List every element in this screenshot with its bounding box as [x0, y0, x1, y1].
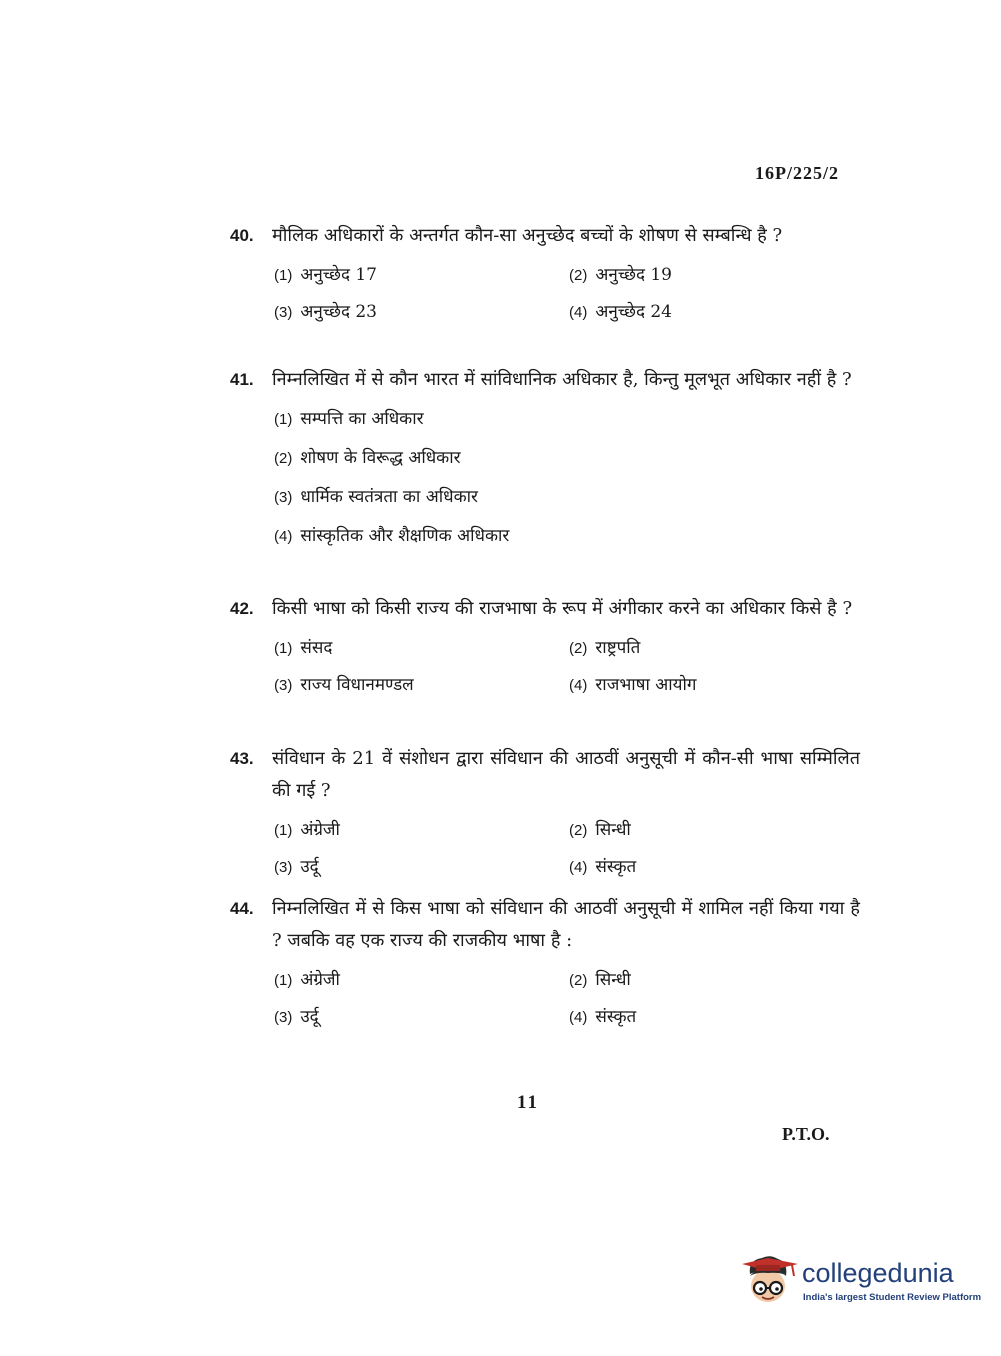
- question-44: [230, 893, 860, 1033]
- option-4: [569, 297, 859, 328]
- brand-tagline: India's largest Student Review Platform: [803, 1292, 982, 1303]
- options: [274, 815, 860, 883]
- option-text: संस्कृत: [595, 857, 637, 877]
- option-4: [274, 521, 860, 552]
- option-3: [274, 297, 569, 328]
- question-text: किसी भाषा को किसी राज्य की राजभाषा के रूप में अंगीकार करने का अधिकार किसे है ?: [272, 598, 853, 619]
- option-number: (1): [274, 640, 293, 657]
- option-number: (4): [569, 859, 588, 876]
- question-text: संविधान के 21 वें संशोधन द्वारा संविधान की आठवीं अनुसूची में कौन-सी भाषा सम्मिलित की गई ?: [272, 748, 860, 801]
- option-4: [569, 670, 859, 701]
- option-number: (4): [569, 304, 588, 321]
- question-text: मौलिक अधिकारों के अन्तर्गत कौन-सा अनुच्छेद बच्चों के शोषण से सम्बन्धि है ?: [272, 225, 783, 246]
- option-text: राजभाषा आयोग: [595, 675, 697, 695]
- options: [274, 633, 860, 701]
- question-42: [230, 593, 860, 701]
- option-text: अंग्रेजी: [300, 820, 340, 840]
- option-text: अनुच्छेद 19: [595, 265, 673, 285]
- option-number: (2): [274, 450, 293, 467]
- question-text: निम्नलिखित में से किस भाषा को संविधान की आठवीं अनुसूची में शामिल नहीं किया गया है ? जबकि वह एक राज्य की राजकीय भाषा है :: [272, 898, 860, 951]
- option-number: (1): [274, 267, 293, 284]
- student-mascot-icon: [742, 1252, 798, 1312]
- option-number: (3): [274, 304, 293, 321]
- question-number: 42.: [230, 599, 254, 618]
- option-number: (2): [569, 267, 588, 284]
- options: [274, 260, 860, 328]
- option-2: [569, 633, 859, 664]
- option-3: [274, 852, 569, 883]
- option-number: (2): [569, 972, 588, 989]
- option-text: राज्य विधानमण्डल: [300, 675, 414, 695]
- option-4: [569, 1002, 859, 1033]
- option-text: संस्कृत: [595, 1007, 637, 1027]
- option-number: (1): [274, 972, 293, 989]
- option-text: सिन्धी: [595, 820, 631, 840]
- options: [274, 965, 860, 1033]
- option-text: संसद: [300, 638, 333, 658]
- question-number: 40.: [230, 226, 254, 245]
- option-text: सांस्कृतिक और शैक्षणिक अधिकार: [300, 526, 510, 546]
- page-number: 11: [517, 1092, 539, 1113]
- option-number: (2): [569, 640, 588, 657]
- option-text: अनुच्छेद 24: [595, 302, 673, 322]
- option-number: (1): [274, 822, 293, 839]
- question-number: 43.: [230, 749, 254, 768]
- option-text: सिन्धी: [595, 970, 631, 990]
- question-40: [230, 220, 860, 328]
- option-2: [569, 260, 859, 291]
- option-number: (4): [274, 528, 293, 545]
- option-text: उर्दू: [300, 857, 319, 877]
- question-text: निम्नलिखित में से कौन भारत में सांविधानिक अधिकार है, किन्तु मूलभूत अधिकार नहीं है ?: [272, 369, 852, 390]
- question-number: 44.: [230, 899, 254, 918]
- option-1: [274, 965, 569, 996]
- option-1: [274, 404, 860, 435]
- option-4: [569, 852, 859, 883]
- option-3: [274, 1002, 569, 1033]
- option-number: (2): [569, 822, 588, 839]
- option-text: सम्पत्ति का अधिकार: [300, 409, 424, 429]
- option-1: [274, 260, 569, 291]
- option-number: (3): [274, 677, 293, 694]
- option-2: [569, 815, 859, 846]
- question-41: [230, 364, 860, 560]
- option-number: (1): [274, 411, 293, 428]
- option-1: [274, 633, 569, 664]
- option-2: [569, 965, 859, 996]
- option-number: (3): [274, 1009, 293, 1026]
- option-2: [274, 443, 860, 474]
- options: [274, 404, 860, 552]
- option-number: (3): [274, 489, 293, 506]
- option-text: अनुच्छेद 23: [300, 302, 378, 322]
- option-text: राष्ट्रपति: [595, 638, 641, 658]
- option-text: धार्मिक स्वतंत्रता का अधिकार: [300, 487, 478, 507]
- option-text: अनुच्छेद 17: [300, 265, 378, 285]
- option-number: (3): [274, 859, 293, 876]
- option-3: [274, 670, 569, 701]
- question-number: 41.: [230, 370, 254, 389]
- option-number: (4): [569, 1009, 588, 1026]
- option-text: अंग्रेजी: [300, 970, 340, 990]
- option-text: शोषण के विरूद्ध अधिकार: [300, 448, 461, 468]
- option-1: [274, 815, 569, 846]
- page-code: 16P/225/2: [755, 163, 839, 183]
- pto-label: P.T.O.: [782, 1124, 830, 1144]
- option-3: [274, 482, 860, 513]
- brand-name: collegedunia: [802, 1258, 954, 1288]
- question-43: [230, 743, 860, 883]
- option-number: (4): [569, 677, 588, 694]
- brand-watermark: [742, 1252, 982, 1312]
- option-text: उर्दू: [300, 1007, 319, 1027]
